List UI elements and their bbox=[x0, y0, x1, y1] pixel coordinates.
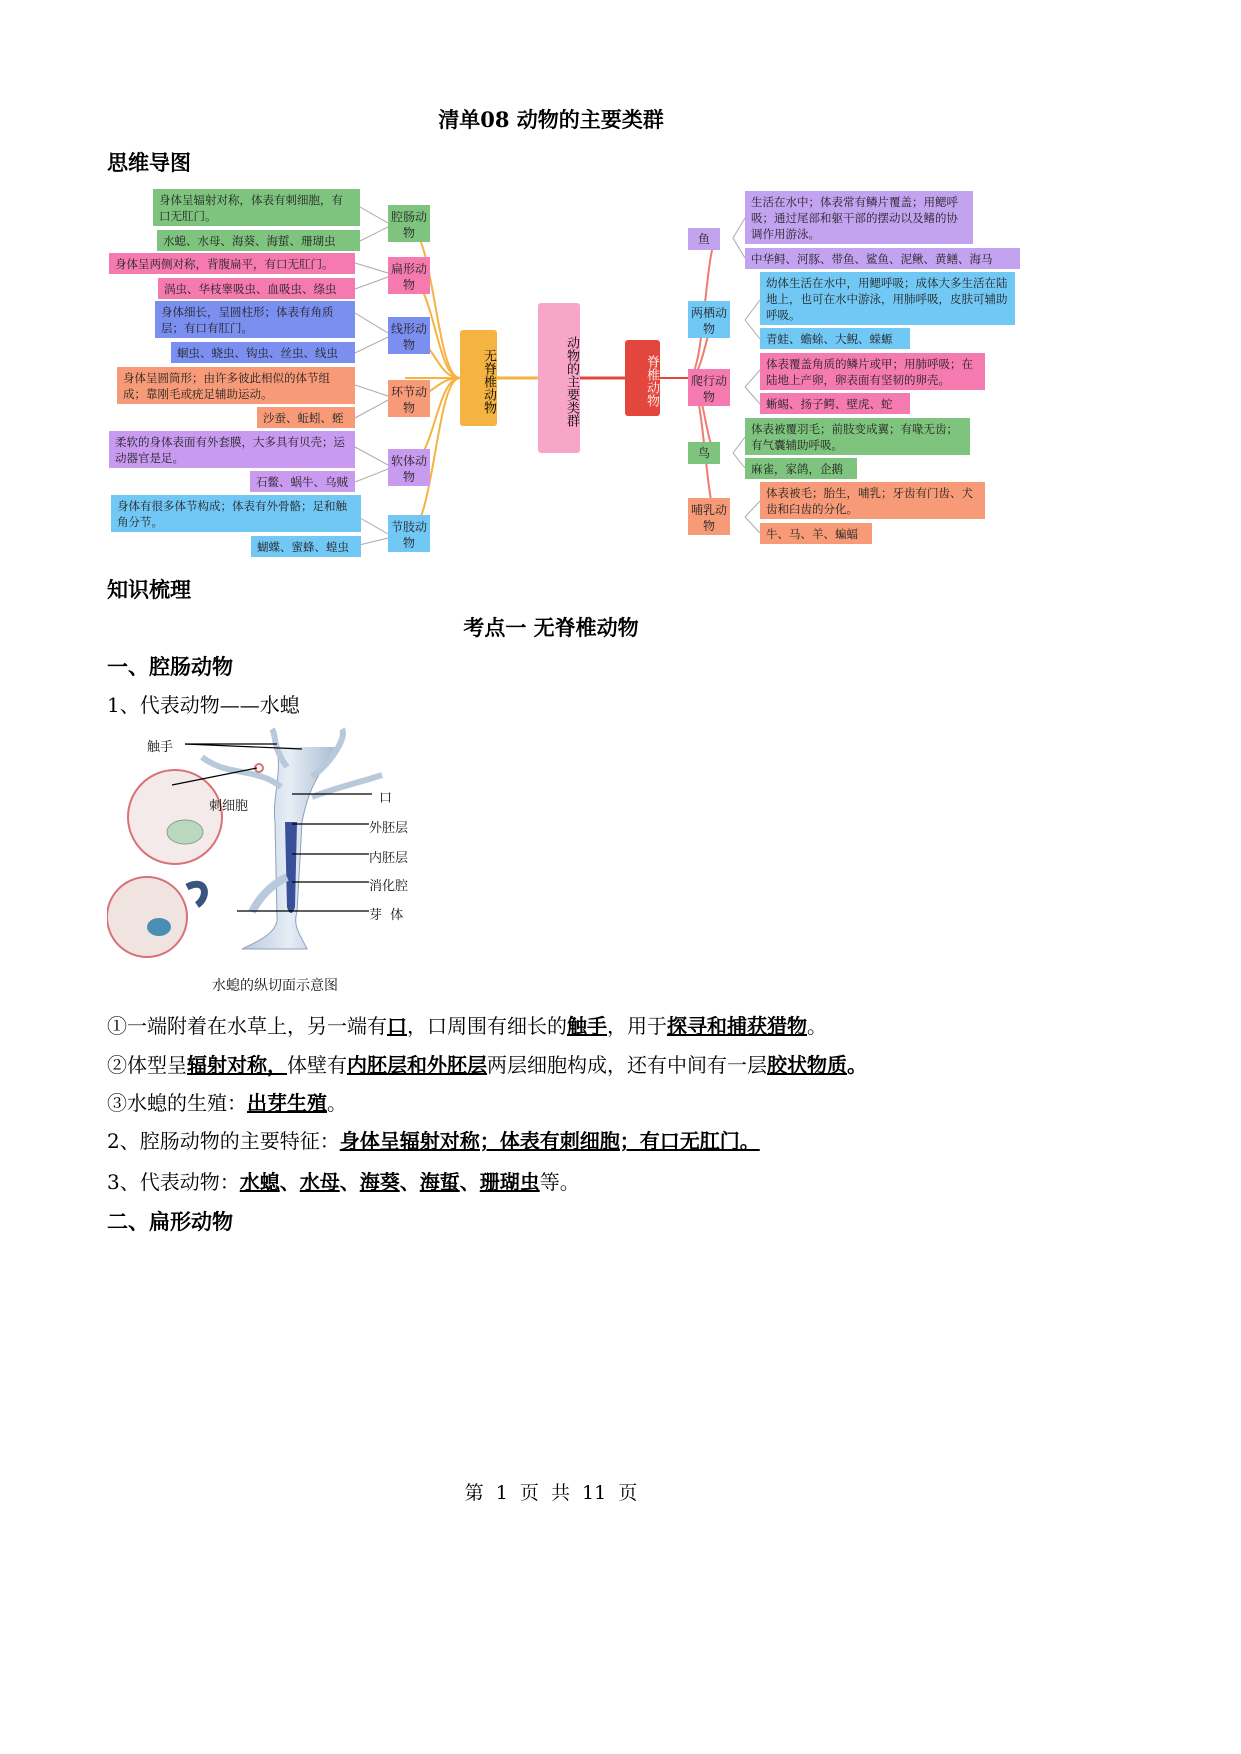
text: ，用于 bbox=[607, 1014, 667, 1038]
paragraph-hydra-reproduction bbox=[107, 1087, 347, 1116]
invertebrate-node: 无脊椎动物 bbox=[460, 330, 497, 426]
label-mouth: 口 bbox=[379, 791, 393, 806]
key-term: 胶状物质 bbox=[767, 1053, 847, 1077]
platyhelminthes-desc: 身体呈两侧对称，背腹扁平，有口无肛门。 bbox=[109, 253, 355, 274]
aves-desc: 体表被覆羽毛；前肢变成翼；有喙无齿；有气囊辅助呼吸。 bbox=[745, 418, 970, 455]
knowledge-heading: 知识梳理 bbox=[107, 577, 191, 602]
category-reptilia: 爬行动物 bbox=[688, 369, 730, 406]
annelida-desc: 身体呈圆筒形；由许多彼此相似的体节组成；靠刚毛或疣足辅助运动。 bbox=[117, 367, 355, 404]
key-term: 水母 bbox=[299, 1170, 340, 1194]
item-representative: 1、代表动物——水螅 bbox=[107, 693, 300, 717]
coelenterata-examples: 水螅、水母、海葵、海蜇、珊瑚虫 bbox=[157, 230, 360, 251]
mammalia-desc: 体表被毛；胎生，哺乳；牙齿有门齿、犬齿和臼齿的分化。 bbox=[760, 482, 985, 519]
label-digestive-cavity: 消化腔 bbox=[369, 879, 409, 894]
paragraph-hydra-structure bbox=[107, 1010, 827, 1039]
fish-desc: 生活在水中；体表常有鳞片覆盖；用鳃呼吸；通过尾部和躯干部的摆动以及鳍的协调作用游泳。 bbox=[745, 191, 973, 244]
kaodian-heading: 考点一 无脊椎动物 bbox=[463, 615, 639, 640]
nematoda-examples: 蛔虫、蛲虫、钩虫、丝虫、线虫 bbox=[171, 342, 355, 363]
section-heading-platyhelminthes: 二、扁形动物 bbox=[107, 1209, 233, 1234]
text: 、 bbox=[459, 1170, 480, 1194]
text: 。 bbox=[807, 1014, 827, 1038]
text: 等。 bbox=[539, 1170, 580, 1194]
coelenterata-desc: 身体呈辐射对称，体表有刺细胞，有口无肛门。 bbox=[153, 189, 360, 226]
label-endoderm: 内胚层 bbox=[369, 851, 409, 866]
text: ①一端附着在水草上，另一端有 bbox=[107, 1014, 387, 1038]
key-term: 海葵 bbox=[359, 1170, 400, 1194]
page-footer: 第 1 页 共 11 页 bbox=[464, 1482, 638, 1504]
paragraph-hydra-body bbox=[107, 1049, 867, 1078]
label-bud: 芽 体 bbox=[369, 908, 404, 923]
text: 2、腔肠动物的主要特征： bbox=[107, 1129, 340, 1153]
category-aves: 鸟 bbox=[688, 442, 720, 464]
arthropoda-examples: 蝴蝶、蜜蜂、蝗虫 bbox=[251, 536, 361, 557]
key-term: 探寻和捕获猎物 bbox=[667, 1014, 807, 1038]
key-term: 海蜇 bbox=[419, 1170, 460, 1194]
category-nematoda: 线形动物 bbox=[388, 317, 430, 354]
aves-examples: 麻雀，家鸽，企鹅 bbox=[745, 458, 857, 479]
paragraph-examples bbox=[107, 1166, 580, 1195]
text: ，口周围有细长的 bbox=[407, 1014, 567, 1038]
label-tentacle: 触手 bbox=[147, 740, 174, 755]
section-heading-coelenterata: 一、腔肠动物 bbox=[107, 654, 233, 679]
key-term: 口 bbox=[387, 1014, 407, 1038]
label-cnidocyte: 刺细胞 bbox=[209, 799, 249, 814]
mindmap-heading: 思维导图 bbox=[107, 150, 191, 175]
text: 3、代表动物： bbox=[107, 1170, 240, 1194]
arthropoda-desc: 身体有很多体节构成；体表有外骨骼；足和触角分节。 bbox=[111, 495, 361, 532]
vertebrate-node: 脊椎动物 bbox=[625, 340, 660, 416]
center-node: 动物的主要类群 bbox=[538, 303, 580, 453]
text: 两层细胞构成，还有中间有一层 bbox=[487, 1053, 767, 1077]
mammalia-examples: 牛、马、羊、蝙蝠 bbox=[760, 523, 872, 544]
mind-map bbox=[105, 185, 1025, 560]
key-term: 出芽生殖 bbox=[247, 1091, 327, 1115]
figure-caption: 水螅的纵切面示意图 bbox=[212, 978, 338, 994]
text: 、 bbox=[279, 1170, 300, 1194]
key-term: 触手 bbox=[567, 1014, 607, 1038]
text: 、 bbox=[339, 1170, 360, 1194]
category-coelenterata: 腔肠动物 bbox=[388, 205, 430, 242]
category-annelida: 环节动物 bbox=[388, 380, 430, 417]
reptilia-desc: 体表覆盖角质的鳞片或甲；用肺呼吸；在陆地上产卵，卵表面有坚韧的卵壳。 bbox=[760, 353, 985, 390]
category-arthropoda: 节肢动物 bbox=[388, 515, 430, 552]
amphibia-desc: 幼体生活在水中，用鳃呼吸；成体大多生活在陆地上，也可在水中游泳，用肺呼吸，皮肤可辅助呼吸。 bbox=[760, 272, 1015, 325]
annelida-examples: 沙蚕、蚯蚓、蛭 bbox=[257, 407, 355, 428]
reptilia-examples: 蜥蜴、扬子鳄、壁虎、蛇 bbox=[760, 393, 910, 414]
text: 体壁有 bbox=[287, 1053, 347, 1077]
mollusca-examples: 石鳖、蜗牛、乌贼 bbox=[250, 471, 355, 492]
text: 。 bbox=[847, 1053, 867, 1077]
hydra-figure bbox=[107, 727, 417, 997]
text: ③水螅的生殖： bbox=[107, 1091, 247, 1115]
key-term: 辐射对称， bbox=[187, 1053, 287, 1077]
amphibia-examples: 青蛙、蟾蜍、大鲵、蝾螈 bbox=[760, 328, 910, 349]
category-amphibia: 两栖动物 bbox=[688, 301, 730, 338]
category-fish: 鱼 bbox=[688, 228, 720, 250]
key-term: 珊瑚虫 bbox=[479, 1170, 540, 1194]
key-term: 内胚层和外胚层 bbox=[347, 1053, 487, 1077]
document-title: 清单08 动物的主要类群 bbox=[438, 107, 664, 132]
paragraph-features bbox=[107, 1125, 760, 1154]
category-mammalia: 哺乳动物 bbox=[688, 498, 730, 535]
text: ②体型呈 bbox=[107, 1053, 187, 1077]
category-platyhelminthes: 扁形动物 bbox=[388, 257, 430, 294]
category-mollusca: 软体动物 bbox=[388, 449, 430, 486]
mollusca-desc: 柔软的身体表面有外套膜，大多具有贝壳；运动器官是足。 bbox=[109, 431, 355, 468]
label-ectoderm: 外胚层 bbox=[369, 821, 409, 836]
key-term: 身体呈辐射对称；体表有刺细胞；有口无肛门。 bbox=[339, 1129, 760, 1153]
key-term: 水螅 bbox=[239, 1170, 280, 1194]
text: 。 bbox=[327, 1091, 347, 1115]
text: 、 bbox=[399, 1170, 420, 1194]
nematoda-desc: 身体细长，呈圆柱形；体表有角质层；有口有肛门。 bbox=[155, 301, 355, 338]
platyhelminthes-examples: 涡虫、华枝睾吸虫、血吸虫、绦虫 bbox=[158, 278, 355, 299]
fish-examples: 中华鲟、河豚、带鱼、鲨鱼、泥鳅、黄鳝、海马 bbox=[745, 248, 1020, 269]
